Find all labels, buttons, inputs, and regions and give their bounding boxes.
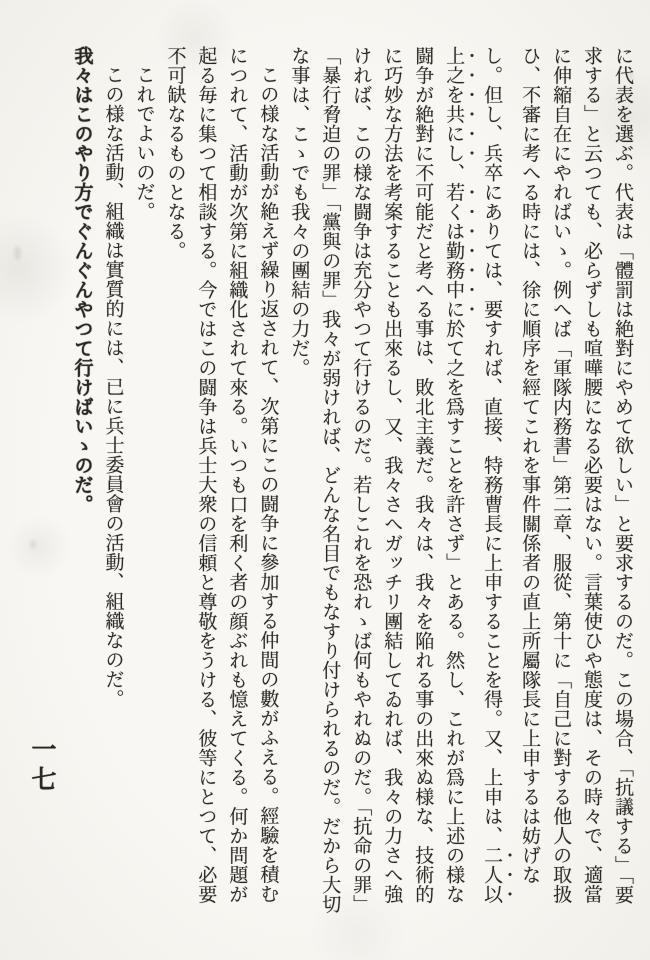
- body-text: [67, 46, 638, 918]
- text-segment: 於て之を爲すことを許さず」とある。然し、これが爲に上述の様な闘争が絶對に不可能だと考へる事は、敗北主義だ。我々は、我々を陥れる事の出來ぬ様な、技術的に巧妙な方法を考案することも出來るし、又、我々さへガッチリ團結してゐれば、我々の力さへ強ければ、この様な闘争は充分やつて行けるのだ。若しこれを恐れゝば何もやれぬのだ。「抗命の罪」「暴行脅迫の罪」「黨與の罪」我々が弱ければ、どんな名目でもなすり付けられるのだ。だから大切な事は、こゝでも我々の團結の力だ。: [288, 46, 466, 914]
- text-segment: に代表を選ぶ。代表は「體罰は絶對にやめて欲しい」と要求するのだ。この場合、「抗議する」「要求する」と云つても、必らずしも喧嘩腰になる必要はない。言葉使ひや態度は、その時々で、適當に伸縮自在にやればいゝ。例へば「軍隊内務書」第二章、服從、第十に「自己に對する他人の取扱ひ、不審に考へる時には、徐に順序を經てこれを事件關係者の直上所屬隊長に上申するは妨げなし。但し、兵卒にありては、要すれば、直接、特務曹長に上申することを得。又、上申は、: [481, 46, 634, 905]
- scan-smudge: [30, 540, 36, 549]
- paragraph-1: [283, 46, 638, 918]
- paragraph-5: [67, 46, 98, 918]
- text-segment: 我々はこのやり方でぐんぐんやつて行けばいゝのだ。: [71, 46, 94, 514]
- paragraph-4: [98, 46, 129, 918]
- emphasized-text: 二人以上之を共にし、若くは勤務中に: [443, 46, 504, 904]
- text-segment: この様な活動が絶えず繰り返されて、次第にこの闘争に參加する仲間の數がふえる。經驗を積むにつれて、活動が次第に組織化されて來る。いつも口を利く者の顔ぶれも憶えてくる。何か問題が起る毎に集つて相談する。今ではこの闘争は兵士大衆の信頼と尊敬をうける、彼等にとつて、必要不可缺なるものとなる。: [164, 46, 280, 904]
- text-segment: この様な活動、組織は實質的には、已に兵士委員會の活動、組織なのだ。: [102, 65, 125, 709]
- scan-smudge: [14, 246, 21, 260]
- paragraph-3: [129, 46, 160, 918]
- paragraph-2: [159, 46, 283, 918]
- page-number: 一七: [28, 736, 57, 796]
- text-segment: これでよいのだ。: [133, 65, 156, 221]
